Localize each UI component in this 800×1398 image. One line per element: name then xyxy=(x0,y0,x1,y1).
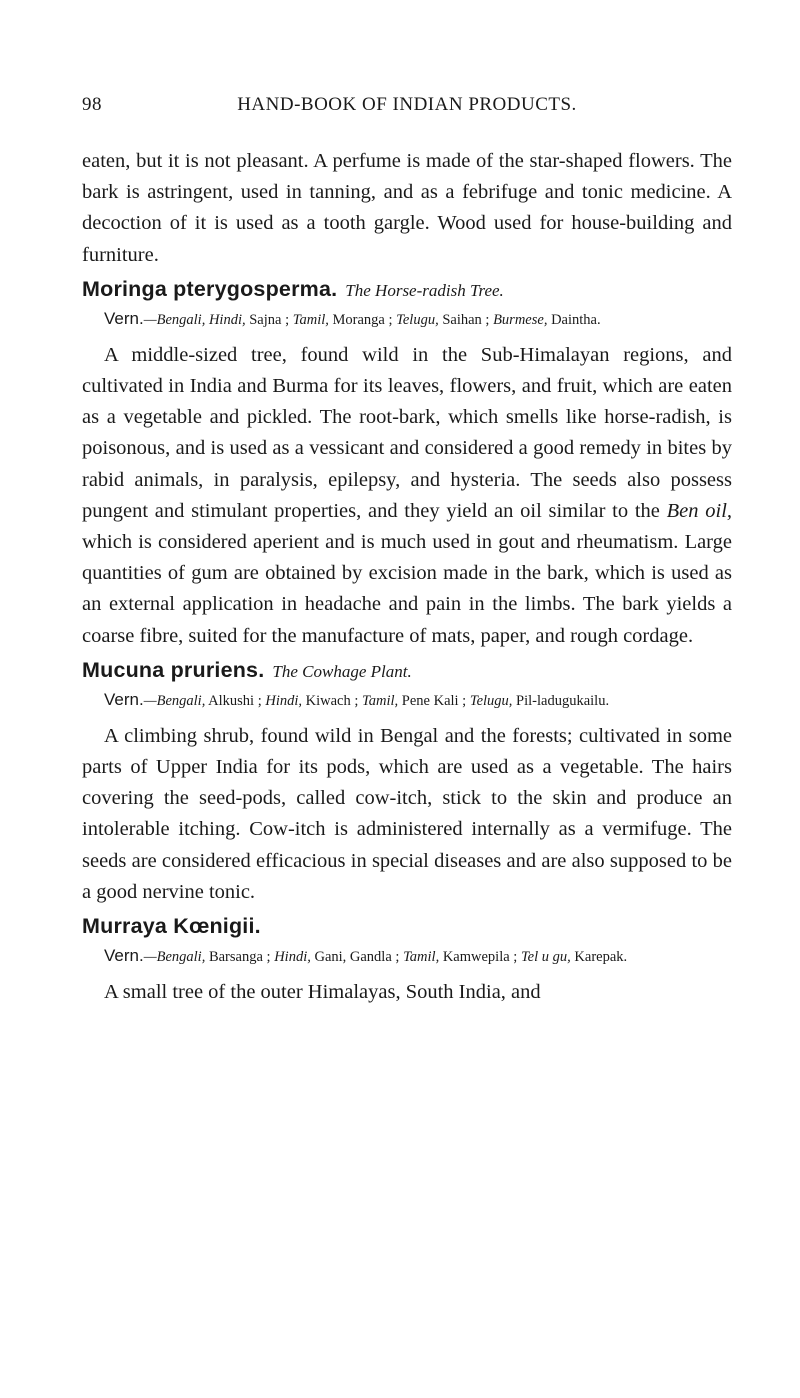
common-name: The Horse-radish Tree. xyxy=(345,280,504,300)
entry-heading-moringa xyxy=(82,273,732,307)
intro-paragraph: eaten, but it is not pleasant. A perfume is made of the star-shaped flowers. The bark is astringent, used in tanning, and as a febrifuge and tonic medicine. A decoction of it is used as a tooth gargle. Wood used for house-building and furniture. xyxy=(82,150,732,266)
latin-name: Moringa pterygosperma. xyxy=(82,276,338,301)
entry-heading-murraya xyxy=(82,910,732,944)
entry-description: A middle-sized tree, found wild in the Sub-Himalayan regions, and cultivated in India and Burma for its leaves, flowers, and fruit, which are eaten as a vegetable and pickled. The root-bark, which smells like horse-radish, is poisonous, and is used as a vessicant and considered a good remedy in bites by rabid animals, in paralysis, epilepsy, and hysteria. The seeds also possess pungent and stimulant properties, and they yield an oil similar to the Ben oil, which is considered aperient and is much used in gout and rheumatism. Large quantities of gum are obtained by excision made in the bark, which is used as an external application in headache and pain in the limbs. The bark yields a coarse fibre, suited for the manufacture of mats, paper, and rough cordage. xyxy=(82,343,733,647)
page-number: 98 xyxy=(82,94,102,115)
common-name: The Cowhage Plant. xyxy=(272,661,412,681)
vernacular-names: Vern.—Bengali, Hindi, Sajna ; Tamil, Moranga ; Telugu, Saihan ; Burmese, Daintha. xyxy=(104,308,601,328)
entry-description: A small tree of the outer Himalayas, South India, and xyxy=(104,981,541,1004)
entry-description: A climbing shrub, found wild in Bengal and the forests; cultivated in some parts of Upper India for its pods, which are used as a vegetable. The hairs covering the seed-pods, called cow-itch, stick to the skin and produce an intolerable itching. Cow-itch is administered internally as a vermifuge. The seeds are considered efficacious in special diseases and are also supposed to be a good nervine tonic. xyxy=(82,724,732,903)
running-head xyxy=(82,94,732,124)
entry-heading-mucuna xyxy=(82,654,732,688)
latin-name: Mucuna pruriens. xyxy=(82,657,265,682)
latin-name: Murraya Kœnigii. xyxy=(82,914,261,939)
page-body xyxy=(82,146,732,1008)
vernacular-names: Vern.—Bengali, Barsanga ; Hindi, Gani, Gandla ; Tamil, Kamwepila ; Tel u gu, Karepak. xyxy=(104,946,628,966)
vernacular-names: Vern.—Bengali, Alkushi ; Hindi, Kiwach ; Tamil, Pene Kali ; Telugu, Pil-ladugukailu. xyxy=(104,689,610,709)
running-title: HAND-BOOK OF INDIAN PRODUCTS. xyxy=(237,94,577,115)
